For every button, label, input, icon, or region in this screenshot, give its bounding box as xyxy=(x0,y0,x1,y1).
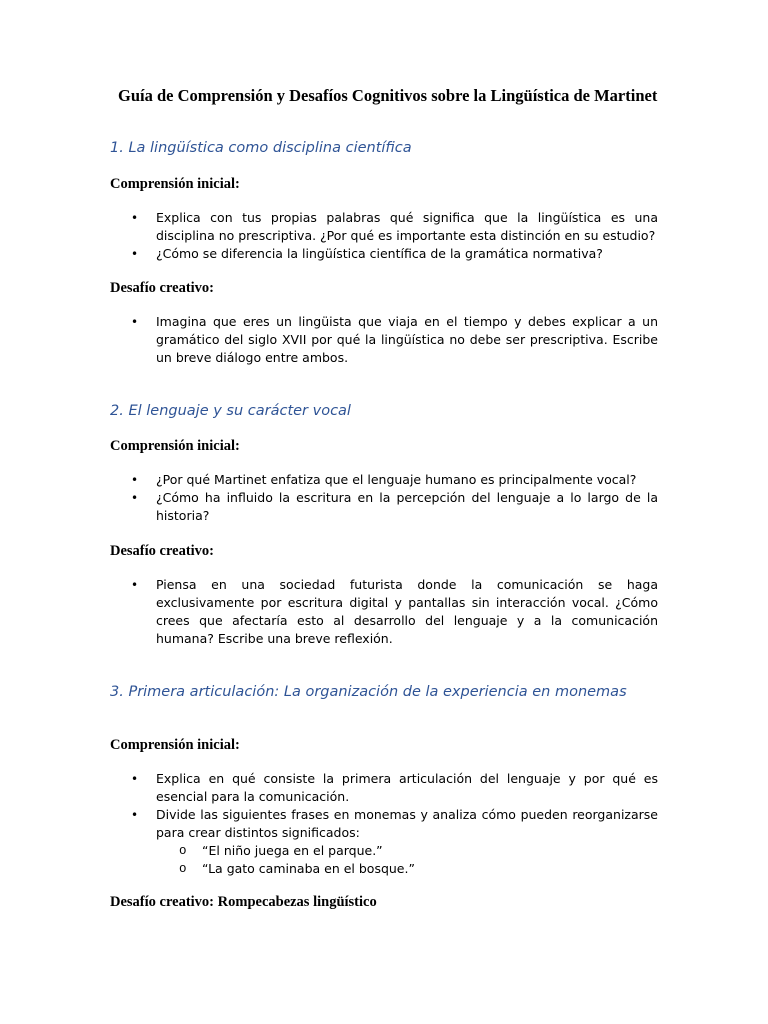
list-item xyxy=(110,770,658,806)
bullet-icon: • xyxy=(131,772,139,786)
bullet-icon: • xyxy=(131,808,139,822)
circle-bullet-icon: o xyxy=(179,844,187,858)
sub-list-item xyxy=(156,860,658,878)
bullet-icon: • xyxy=(131,247,139,261)
list-item-text: Piensa en una sociedad futurista donde la comunicación se haga exclusivamente por escritura digital y pantallas sin interacción vocal. ¿Cómo crees que afectaría esto al desarrollo del lenguaje y a la comunicación humana? Escribe una breve reflexión. xyxy=(156,577,658,646)
section-3-comprension-label: Comprensión inicial: xyxy=(110,737,240,753)
list-item xyxy=(110,313,658,367)
sub-list-item-text: “El niño juega en el parque.” xyxy=(202,843,383,858)
section-2-comprension-label: Comprensión inicial: xyxy=(110,438,240,454)
document-title: Guía de Comprensión y Desafíos Cognitivos sobre la Lingüística de Martinet xyxy=(118,86,658,105)
section-3-heading: 3. Primera articulación: La organización de la experiencia en monemas xyxy=(110,684,627,700)
section-1-heading: 1. La lingüística como disciplina científica xyxy=(110,140,412,156)
list-item-text: Divide las siguientes frases en monemas y analiza cómo pueden reorganizarse para crear distintos significados: xyxy=(156,807,658,840)
list-item xyxy=(110,576,658,648)
list-item-text: ¿Cómo se diferencia la lingüística científica de la gramática normativa? xyxy=(156,246,603,261)
circle-bullet-icon: o xyxy=(179,862,187,876)
list-item-text: ¿Cómo ha influido la escritura en la percepción del lenguaje a lo largo de la historia? xyxy=(156,490,658,523)
bullet-icon: • xyxy=(131,491,139,505)
bullet-icon: • xyxy=(131,578,139,592)
section-1-comprension-list xyxy=(110,209,658,263)
section-1-desafio-list xyxy=(110,313,658,367)
section-3-comprension-list xyxy=(110,770,658,878)
bullet-icon: • xyxy=(131,315,139,329)
list-item-text: Explica con tus propias palabras qué significa que la lingüística es una disciplina no prescriptiva. ¿Por qué es importante esta distinción en su estudio? xyxy=(156,210,658,243)
section-2-comprension-list xyxy=(110,471,658,525)
list-item xyxy=(110,245,658,263)
section-1-comprension-label: Comprensión inicial: xyxy=(110,176,240,192)
sub-list-item xyxy=(156,842,658,860)
list-item xyxy=(110,489,658,525)
list-item-text: Explica en qué consiste la primera articulación del lenguaje y por qué es esencial para la comunicación. xyxy=(156,771,658,804)
section-2-heading: 2. El lenguaje y su carácter vocal xyxy=(110,403,351,419)
list-item-text: Imagina que eres un lingüista que viaja en el tiempo y debes explicar a un gramático del siglo XVII por qué la lingüística no debe ser prescriptiva. Escribe un breve diálogo entre ambos. xyxy=(156,314,658,365)
section-2-desafio-label: Desafío creativo: xyxy=(110,543,215,559)
list-item-text: ¿Por qué Martinet enfatiza que el lenguaje humano es principalmente vocal? xyxy=(156,472,637,487)
list-item xyxy=(110,209,658,245)
section-1-desafio-label: Desafío creativo: xyxy=(110,280,215,296)
list-item xyxy=(110,471,658,489)
sub-list-item-text: “La gato caminaba en el bosque.” xyxy=(202,861,415,876)
sub-list xyxy=(156,842,658,878)
bullet-icon: • xyxy=(131,473,139,487)
bullet-icon: • xyxy=(131,211,139,225)
list-item xyxy=(110,806,658,878)
section-2-desafio-list xyxy=(110,576,658,648)
section-3-desafio-label: Desafío creativo: Rompecabezas lingüístico xyxy=(110,894,377,910)
